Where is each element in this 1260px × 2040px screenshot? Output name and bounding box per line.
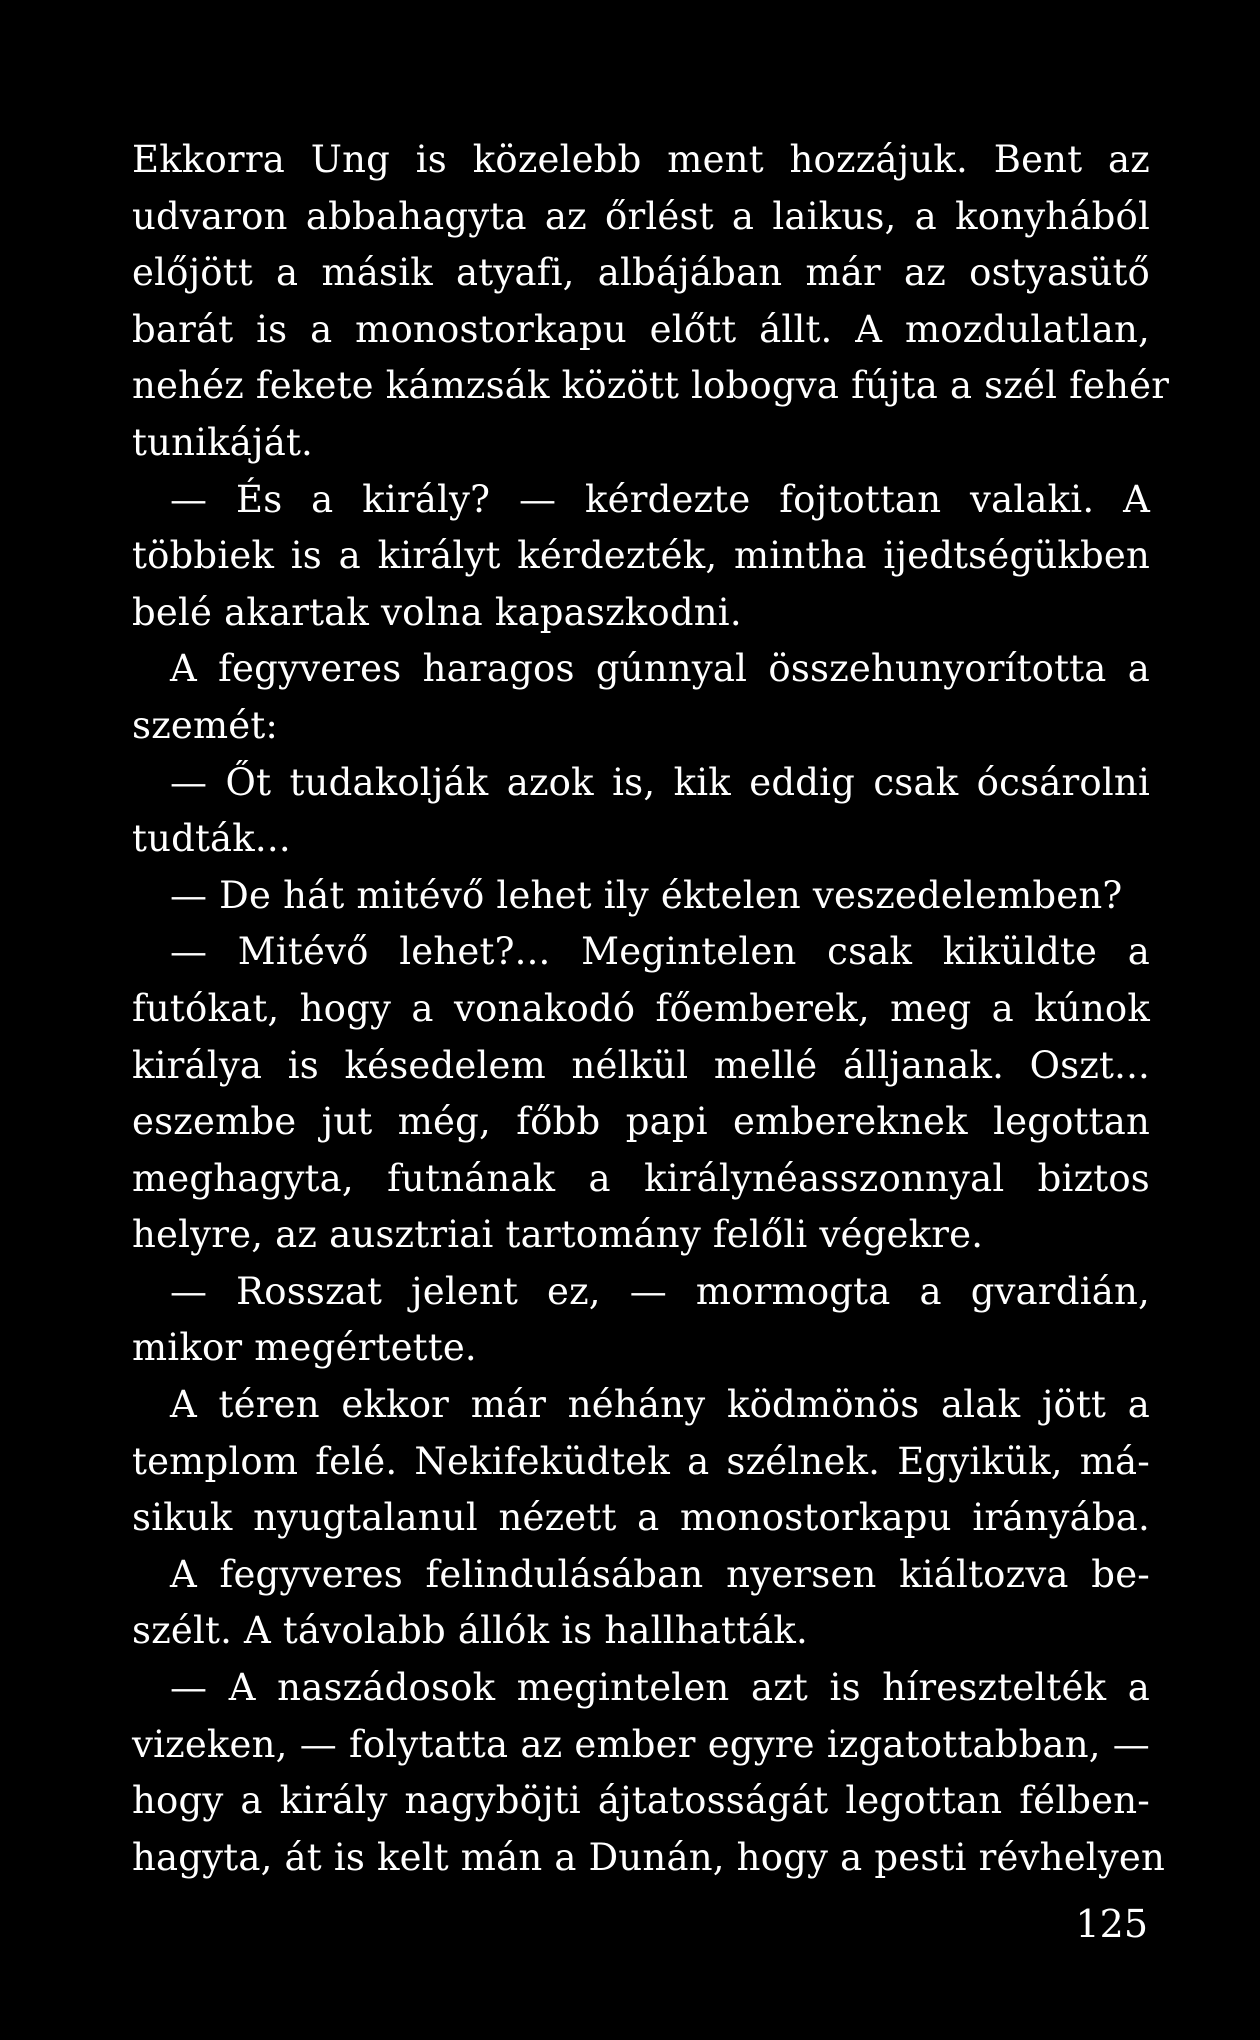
text-line-8: többiek is a királyt kérdezték, mintha ijedtségükben (132, 534, 1150, 578)
text-line-13: tudták... (132, 817, 291, 861)
text-line-10: A fegyveres haragos gúnnyal összehunyorította a (170, 647, 1150, 691)
text-line-25: sikuk nyugtalanul nézett a monostorkapu irányába. (132, 1496, 1150, 1540)
text-line-14: — De hát mitévő lehet ily éktelen veszedelemben? (170, 873, 1123, 917)
text-line-19: meghagyta, futnának a királynéasszonnyal biztos (132, 1156, 1150, 1200)
body-text (132, 132, 1170, 1886)
text-line-27: szélt. A távolabb állók is hallhatták. (132, 1609, 809, 1653)
text-line-18: eszembe jut még, főbb papi embereknek legottan (132, 1100, 1150, 1144)
text-line-28: — A naszádosok megintelen azt is híresztelték a (170, 1666, 1150, 1710)
text-line-4: barát is a monostorkapu előtt állt. A mozdulatlan, (132, 307, 1150, 351)
text-line-23: A téren ekkor már néhány ködmönös alak jött a (170, 1383, 1150, 1427)
text-line-15: — Mitévő lehet?... Megintelen csak kiküldte a (170, 930, 1150, 974)
text-line-3: előjött a másik atyafi, albájában már az ostyasütő (132, 251, 1150, 295)
text-line-26: A fegyveres felindulásában nyersen kiáltozva be- (170, 1552, 1150, 1596)
text-line-31: hagyta, át is kelt mán a Dunán, hogy a pesti révhelyen (132, 1835, 1166, 1879)
text-line-17: királya is késedelem nélkül mellé álljanak. Oszt... (132, 1043, 1150, 1087)
text-line-24: templom felé. Nekifeküdtek a szélnek. Egyikük, má- (132, 1439, 1150, 1483)
text-line-5: nehéz fekete kámzsák között lobogva fújta a szél fehér (132, 364, 1170, 408)
text-line-22: mikor megértette. (132, 1326, 477, 1370)
page-number: 125 (1075, 1902, 1148, 1946)
text-line-12: — Őt tudakolják azok is, kik eddig csak ócsárolni (170, 760, 1150, 804)
text-line-7: — És a király? — kérdezte fojtottan valaki. A (170, 477, 1150, 521)
text-line-20: helyre, az ausztriai tartomány felőli végekre. (132, 1213, 984, 1257)
text-line-2: udvaron abbahagyta az őrlést a laikus, a konyhából (132, 194, 1150, 238)
text-line-29: vizeken, — folytatta az ember egyre izgatottabban, — (132, 1722, 1150, 1766)
text-line-16: futókat, hogy a vonakodó főemberek, meg a kúnok (132, 986, 1150, 1030)
text-line-1: Ekkorra Ung is közelebb ment hozzájuk. Bent az (132, 138, 1150, 181)
text-line-21: — Rosszat jelent ez, — mormogta a gvardián, (170, 1269, 1150, 1313)
text-line-9: belé akartak volna kapaszkodni. (132, 590, 742, 634)
text-line-11: szemét: (132, 703, 279, 747)
text-line-30: hogy a király nagyböjti ájtatosságát legottan félben- (132, 1779, 1150, 1823)
text-line-6: tunikáját. (132, 420, 314, 464)
